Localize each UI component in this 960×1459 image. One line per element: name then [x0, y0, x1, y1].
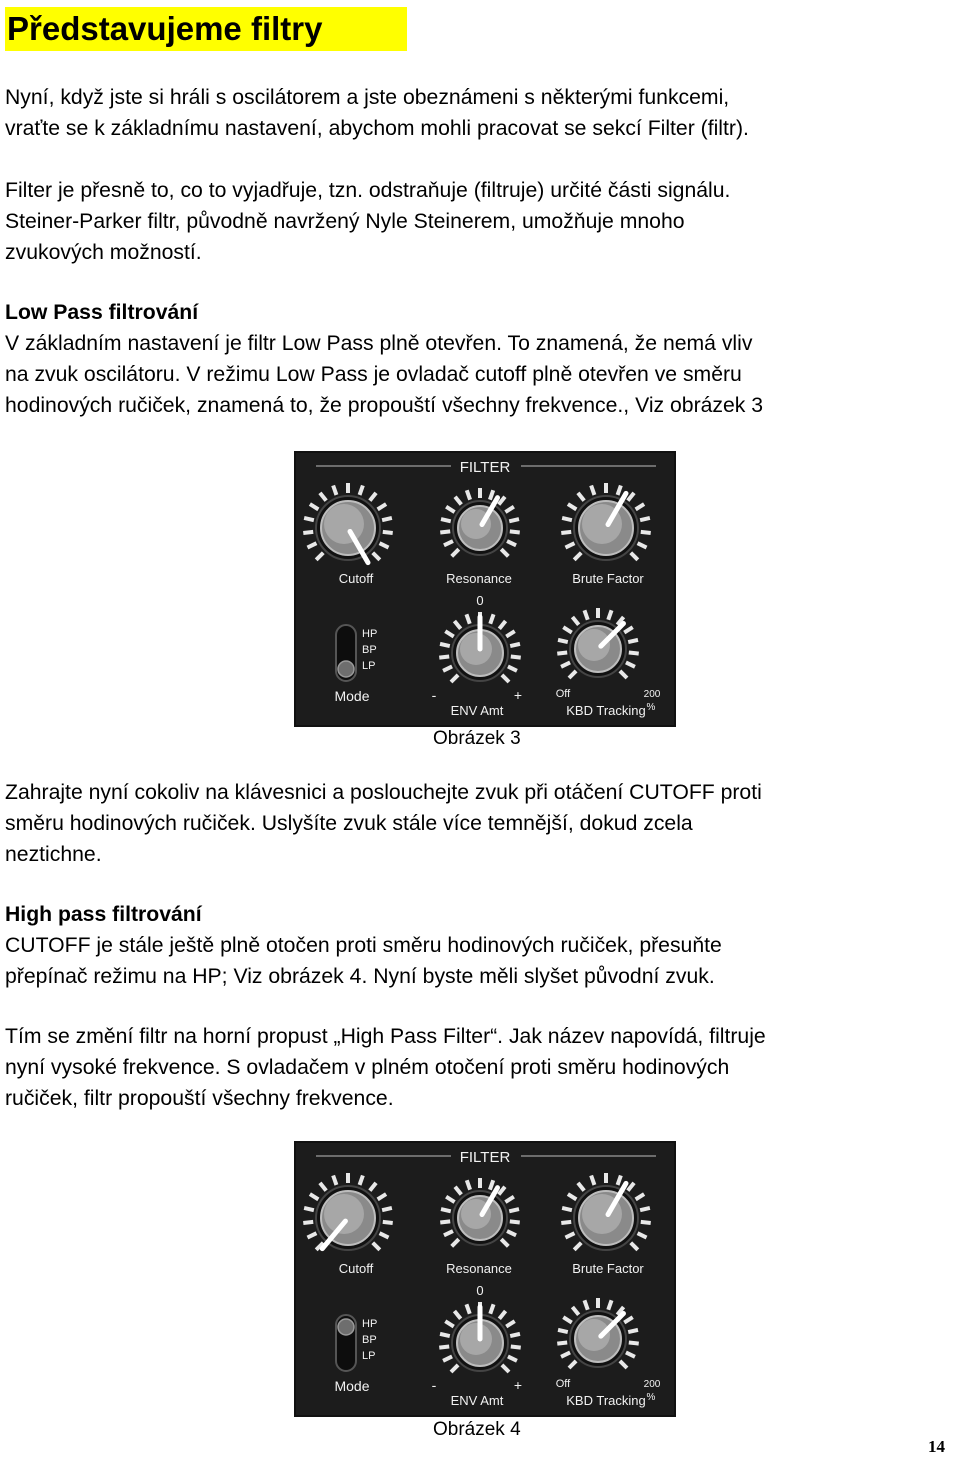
mode-label: Mode	[334, 688, 370, 704]
knob-tick	[383, 1222, 393, 1223]
knob-tick	[439, 656, 449, 657]
brute-factor-label: Brute Factor	[572, 1261, 644, 1276]
knob-tick	[509, 1209, 519, 1211]
knob-tick	[511, 656, 521, 657]
knob-highlight	[460, 1323, 492, 1355]
page-title: Představujeme filtry	[5, 7, 407, 51]
text-line: Nyní, když jste si hráli s oscilátorem a jste obeznámeni s některými funkcemi,	[5, 86, 730, 109]
knob-tick	[441, 1209, 451, 1211]
cutoff-label: Cutoff	[338, 1261, 374, 1276]
knob-tick	[511, 1346, 521, 1347]
panel-header-filter: FILTER	[459, 459, 511, 476]
knob-tick	[557, 652, 567, 653]
brute-factor-label: Brute Factor	[572, 571, 644, 586]
intro-paragraph	[5, 82, 960, 144]
filter-panel-figure-4	[294, 1141, 676, 1417]
kbd-tracking-label: KBD Tracking	[566, 1393, 646, 1408]
text-line: Filter je přesně to, co to vyjadřuje, tzn. odstraňuje (filtruje) určité části signálu.	[5, 179, 731, 202]
mode-option-hp: HP	[362, 1318, 378, 1330]
text-line: Tím se změní filtr na horní propust „High Pass Filter“. Jak název napovídá, filtruje	[5, 1025, 766, 1048]
highpass-section	[5, 899, 960, 992]
knob-tick	[640, 518, 650, 520]
text-line: CUTOFF je stále ještě plně otočen proti směru hodinových ručiček, přesuňte	[5, 934, 722, 957]
cutoff-label: Cutoff	[338, 571, 374, 586]
text-line: směru hodinových ručiček. Uslyšíte zvuk stále více temnější, dokud zcela	[5, 812, 693, 835]
text-line: nyní vysoké frekvence. S ovladačem v plném otočení proti směru hodinových	[5, 1056, 730, 1079]
knob-tick	[440, 531, 450, 532]
lowpass-section	[5, 297, 960, 421]
knob-tick	[303, 532, 313, 533]
knob-tick	[510, 531, 520, 532]
mode-option-lp: LP	[362, 660, 376, 672]
text-line: Zahrajte nyní cokoliv na klávesnici a poslouchejte zvuk při otáčení CUTOFF proti	[5, 781, 762, 804]
knob-tick	[303, 1222, 313, 1223]
knob-tick	[641, 1222, 651, 1223]
kbd-unit-label: %	[646, 702, 656, 713]
knob-tick	[628, 640, 638, 642]
knob-tick	[441, 519, 451, 521]
knob-tick	[561, 1222, 571, 1223]
kbd-max-label: 200	[643, 689, 661, 700]
knob-tick	[509, 519, 519, 521]
page-number: 14	[928, 1437, 945, 1456]
env-amt-label: ENV Amt	[450, 1393, 504, 1408]
knob-tick	[640, 1208, 650, 1210]
kbd-unit-label: %	[646, 1392, 656, 1403]
text-line: vraťte se k základnímu nastavení, abychom mohli pracovat se sekcí Filter (filtr).	[5, 117, 749, 140]
knob-tick	[382, 1208, 392, 1210]
mode-switch-thumb	[338, 661, 354, 677]
highpass-explanation-paragraph	[5, 1021, 960, 1114]
panel-header-filter: FILTER	[459, 1149, 511, 1166]
filter-panel-graphic	[296, 453, 674, 725]
knob-tick	[561, 532, 571, 533]
env-minus-label: -	[431, 1377, 437, 1393]
mode-label: Mode	[334, 1378, 370, 1394]
knob-highlight	[324, 1194, 364, 1234]
env-amt-label: ENV Amt	[450, 703, 504, 718]
knob-tick	[510, 1221, 520, 1222]
mode-option-hp: HP	[362, 628, 378, 640]
env-zero-label: 0	[476, 1283, 484, 1298]
kbd-off-label: Off	[555, 1378, 571, 1390]
text-line: Steiner-Parker filtr, původně navržený Nyle Steinerem, umožňuje mnoho	[5, 210, 685, 233]
knob-tick	[629, 1342, 639, 1343]
knob-tick	[557, 1342, 567, 1343]
filter-panel-figure-3	[294, 451, 676, 727]
knob-tick	[440, 644, 450, 646]
env-plus-label: +	[513, 687, 523, 703]
text-line: zvukových možností.	[5, 241, 202, 264]
text-line: neztichne.	[5, 843, 102, 866]
knob-tick	[629, 652, 639, 653]
knob-tick	[440, 1334, 450, 1336]
resonance-label: Resonance	[446, 1261, 512, 1276]
knob-tick	[383, 532, 393, 533]
text-line: V základním nastavení je filtr Low Pass plně otevřen. To znamená, že nemá vliv	[5, 332, 753, 355]
knob-highlight	[324, 504, 364, 544]
env-minus-label: -	[431, 687, 437, 703]
kbd-max-label: 200	[643, 1379, 661, 1390]
figure-caption: Obrázek 4	[433, 1419, 521, 1440]
knob-tick	[628, 1330, 638, 1332]
text-line: na zvuk oscilátoru. V režimu Low Pass je ovladač cutoff plně otevřen ve směru	[5, 363, 742, 386]
knob-tick	[439, 1346, 449, 1347]
text-line: přepínač režimu na HP; Viz obrázek 4. Nyní byste měli slyšet původní zvuk.	[5, 965, 715, 988]
knob-tick	[510, 1334, 520, 1336]
knob-tick	[304, 518, 314, 520]
knob-tick	[382, 518, 392, 520]
knob-tick	[304, 1208, 314, 1210]
filter-description-paragraph	[5, 175, 960, 268]
mode-option-lp: LP	[362, 1350, 376, 1362]
figure-caption: Obrázek 3	[433, 728, 521, 749]
knob-tick	[641, 532, 651, 533]
mode-option-bp: BP	[362, 1334, 377, 1346]
cutoff-paragraph	[5, 777, 960, 870]
knob-highlight	[460, 633, 492, 665]
kbd-off-label: Off	[555, 688, 571, 700]
env-plus-label: +	[513, 1377, 523, 1393]
knob-tick	[558, 640, 568, 642]
env-zero-label: 0	[476, 593, 484, 608]
knob-tick	[558, 1330, 568, 1332]
knob-tick	[510, 644, 520, 646]
highpass-heading: High pass filtrování	[5, 903, 202, 926]
text-line: hodinových ručiček, znamená to, že propouští všechny frekvence., Viz obrázek 3	[5, 394, 764, 417]
kbd-tracking-label: KBD Tracking	[566, 703, 646, 718]
mode-switch-thumb	[338, 1319, 354, 1335]
filter-panel-graphic	[296, 1143, 674, 1415]
knob-tick	[562, 1208, 572, 1210]
lowpass-heading: Low Pass filtrování	[5, 301, 199, 324]
text-line: ručiček, filtr propouští všechny frekvence.	[5, 1087, 394, 1110]
knob-tick	[440, 1221, 450, 1222]
mode-option-bp: BP	[362, 644, 377, 656]
resonance-label: Resonance	[446, 571, 512, 586]
knob-tick	[562, 518, 572, 520]
